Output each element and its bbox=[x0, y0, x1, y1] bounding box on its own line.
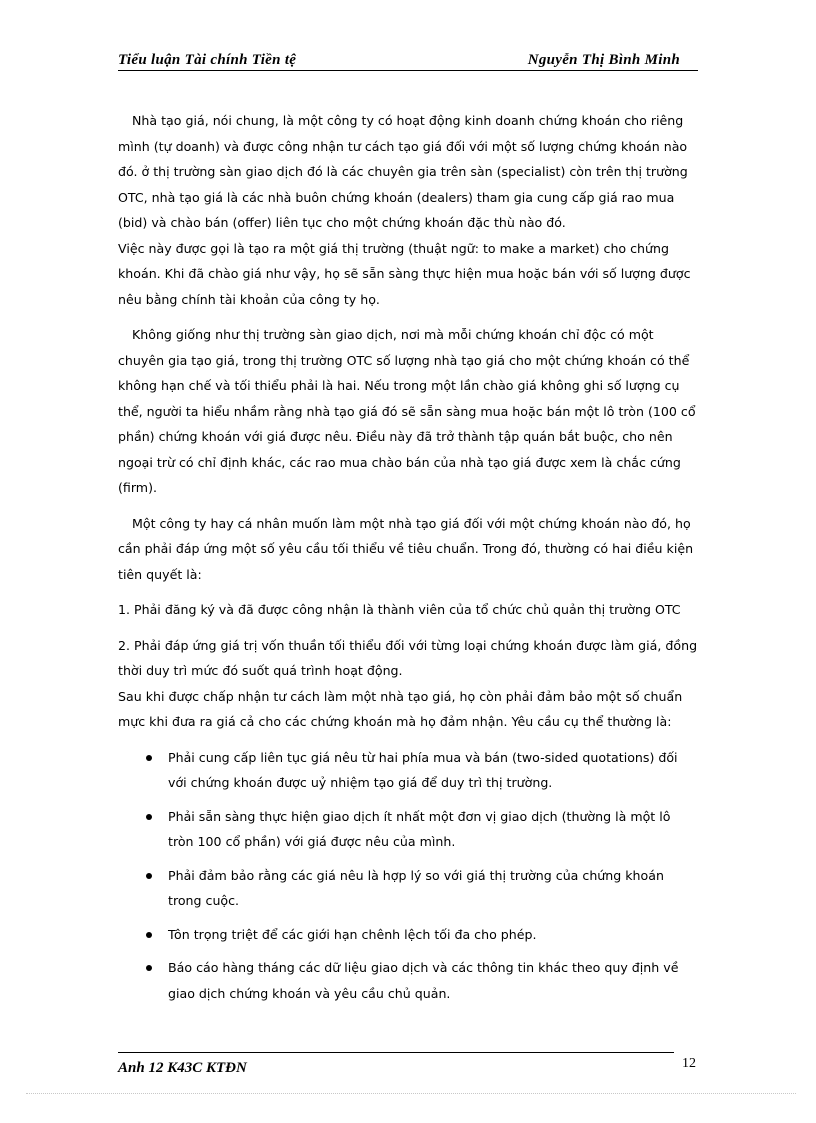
bullet-icon bbox=[146, 755, 152, 761]
header-course-title: Tiểu luận Tài chính Tiền tệ bbox=[118, 52, 297, 68]
bullet-icon bbox=[146, 873, 152, 879]
paragraph-requirements-intro: Một công ty hay cá nhân muốn làm một nhà tạo giá đối với một chứng khoán nào đó, họ cần phải đáp ứng một số yêu cầu tối thiểu về tiêu chuẩn. Trong đó, thường có hai điều kiện tiên quyết là: bbox=[118, 515, 694, 582]
page-number: 12 bbox=[682, 1056, 696, 1071]
bullet-icon bbox=[146, 965, 152, 971]
page-bottom-border bbox=[26, 1093, 796, 1094]
list-item: Phải cung cấp liên tục giá nêu từ hai phía mua và bán (two-sided quotations) đối với chứng khoán được uỷ nhiệm tạo giá để duy trì thị trường. bbox=[142, 745, 698, 796]
page-footer bbox=[118, 1050, 698, 1080]
list-item: Báo cáo hàng tháng các dữ liệu giao dịch và các thông tin khác theo quy định về giao dịch chứng khoán và yêu cầu chủ quản. bbox=[142, 955, 698, 1006]
paragraph-condition-1: 1. Phải đăng ký và đã được công nhận là thành viên của tổ chức chủ quản thị trường OTC bbox=[118, 602, 681, 617]
paragraph-market-maker-definition: Nhà tạo giá, nói chung, là một công ty có hoạt động kinh doanh chứng khoán cho riêng mình (tự doanh) và được công nhận tư cách tạo giá đối với một số lượng chứng khoán nào đó. ở thị trường sàn giao dịch đó là các chuyên gia trên sàn (specialist) còn trên thị trường OTC, nhà tạo giá là các nhà buôn chứng khoán (dealers) tham gia cung cấp giá rao mua (bid) và chào bán (offer) liên tục cho một chứng khoán đặc thù nào đó. bbox=[118, 113, 688, 230]
requirements-list bbox=[118, 745, 698, 1007]
list-item: Phải đảm bảo rằng các giá nêu là hợp lý so với giá thị trường của chứng khoán trong cuộc. bbox=[142, 863, 698, 914]
paragraph-condition-2: 2. Phải đáp ứng giá trị vốn thuần tối thiểu đối với từng loại chứng khoán được làm giá, đồng thời duy trì mức đó suốt quá trình hoạt động. bbox=[118, 637, 698, 678]
document-body bbox=[118, 108, 698, 1014]
footer-class-label: Anh 12 K43C KTĐN bbox=[118, 1060, 247, 1076]
header-author-name: Nguyễn Thị Bình Minh bbox=[527, 52, 680, 68]
page-header bbox=[118, 50, 698, 70]
list-item: Tôn trọng triệt để các giới hạn chênh lệch tối đa cho phép. bbox=[142, 922, 698, 948]
bullet-icon bbox=[146, 932, 152, 938]
footer-rule bbox=[118, 1052, 674, 1053]
header-rule bbox=[118, 70, 698, 71]
list-item: Phải sẵn sàng thực hiện giao dịch ít nhất một đơn vị giao dịch (thường là một lô tròn 100 cổ phần) với giá được nêu của mình. bbox=[142, 804, 698, 855]
paragraph-standards-intro: Sau khi được chấp nhận tư cách làm một nhà tạo giá, họ còn phải đảm bảo một số chuẩn mực khi đưa ra giá cả cho các chứng khoán mà họ đảm nhận. Yêu cầu cụ thể thường là: bbox=[118, 688, 683, 729]
paragraph-otc-comparison: Không giống như thị trường sàn giao dịch, nơi mà mỗi chứng khoán chỉ độc có một chuyên gia tạo giá, trong thị trường OTC số lượng nhà tạo giá cho một chứng khoán có thể không hạn chế và tối thiểu phải là hai. Nếu trong một lần chào giá không ghi số lượng cụ thể, người ta hiểu nhầm rằng nhà tạo giá đó sẽ sẵn sàng mua hoặc bán một lô tròn (100 cổ phần) chứng khoán với giá được nêu. Điều này đã trở thành tập quán bắt buộc, cho nên ngoại trừ có chỉ định khác, các rao mua chào bán của nhà tạo giá được xem là chắc cứng (firm). bbox=[118, 327, 696, 495]
paragraph-make-a-market: Việc này được gọi là tạo ra một giá thị trường (thuật ngữ: to make a market) cho chứng khoán. Khi đã chào giá như vậy, họ sẽ sẵn sàng thực hiện mua hoặc bán với số lượng được nêu bằng chính tài khoản của công ty họ. bbox=[118, 240, 691, 307]
bullet-icon bbox=[146, 814, 152, 820]
